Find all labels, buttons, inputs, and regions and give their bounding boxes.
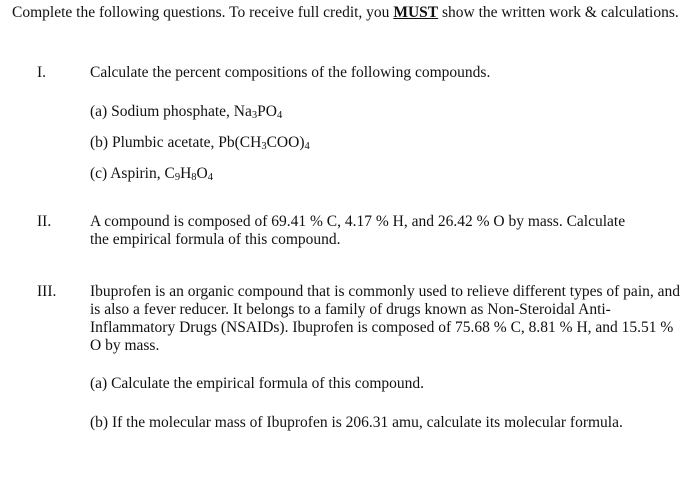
formula-subscript: 8 [191, 172, 197, 183]
formula-symbol: COO) [266, 134, 305, 151]
question-1-part-c [90, 165, 213, 183]
question-3-part-b: (b) If the molecular mass of Ibuprofen is 206.31 amu, calculate its molecular formula. [90, 414, 623, 431]
question-3-prompt: Ibuprofen is an organic compound that is commonly used to relieve different types of pain, and is also a fever reducer. It belongs to a family of drugs known as Non-Steroidal Anti-Inflammatory Drugs (NSAIDs). Ibuprofen is composed of 75.68 % C, 8.81 % H, and 15.51 % O by mass. [90, 283, 680, 354]
instructions-emphasis: MUST [393, 4, 439, 21]
formula-subscript: 4 [207, 172, 213, 183]
part-text: Plumbic acetate, [111, 134, 219, 151]
question-3-numeral: III. [37, 283, 57, 300]
question-1-part-a [90, 103, 282, 121]
formula-symbol: Na [233, 103, 252, 120]
formula-subscript: 3 [261, 141, 267, 152]
question-1-numeral: I. [37, 64, 47, 81]
formula-symbol: Pb(CH [218, 134, 262, 151]
chemical-formula [218, 134, 309, 151]
part-label: (b) [90, 134, 109, 151]
formula-symbol: O [196, 165, 208, 182]
instructions-text-end: show the written work & calculations. [438, 4, 679, 21]
part-label: (a) [90, 103, 108, 120]
instructions [12, 4, 687, 22]
question-1-prompt: Calculate the percent compositions of the following compounds. [90, 64, 491, 81]
instructions-text-start: Complete the following questions. To receive full credit, you [12, 4, 394, 21]
question-3-part-a: (a) Calculate the empirical formula of this compound. [90, 375, 424, 392]
formula-subscript: 4 [276, 110, 283, 121]
formula-subscript: 4 [304, 141, 310, 152]
question-1-part-b [90, 134, 310, 152]
formula-symbol: H [180, 165, 192, 182]
formula-subscript: 9 [174, 172, 181, 183]
part-text: Aspirin, [110, 165, 165, 182]
formula-subscript: 3 [251, 110, 258, 121]
question-2-numeral: II. [37, 213, 52, 230]
formula-symbol: C [164, 165, 175, 182]
part-label: (c) [90, 165, 108, 182]
chemical-formula [234, 103, 282, 120]
formula-symbol: PO [257, 103, 277, 120]
question-2-prompt: A compound is composed of 69.41 % C, 4.17 % H, and 26.42 % O by mass. Calculate the empirical formula of this compound. [90, 213, 626, 248]
chemical-formula [164, 165, 213, 182]
part-text: Sodium phosphate, [111, 103, 234, 120]
